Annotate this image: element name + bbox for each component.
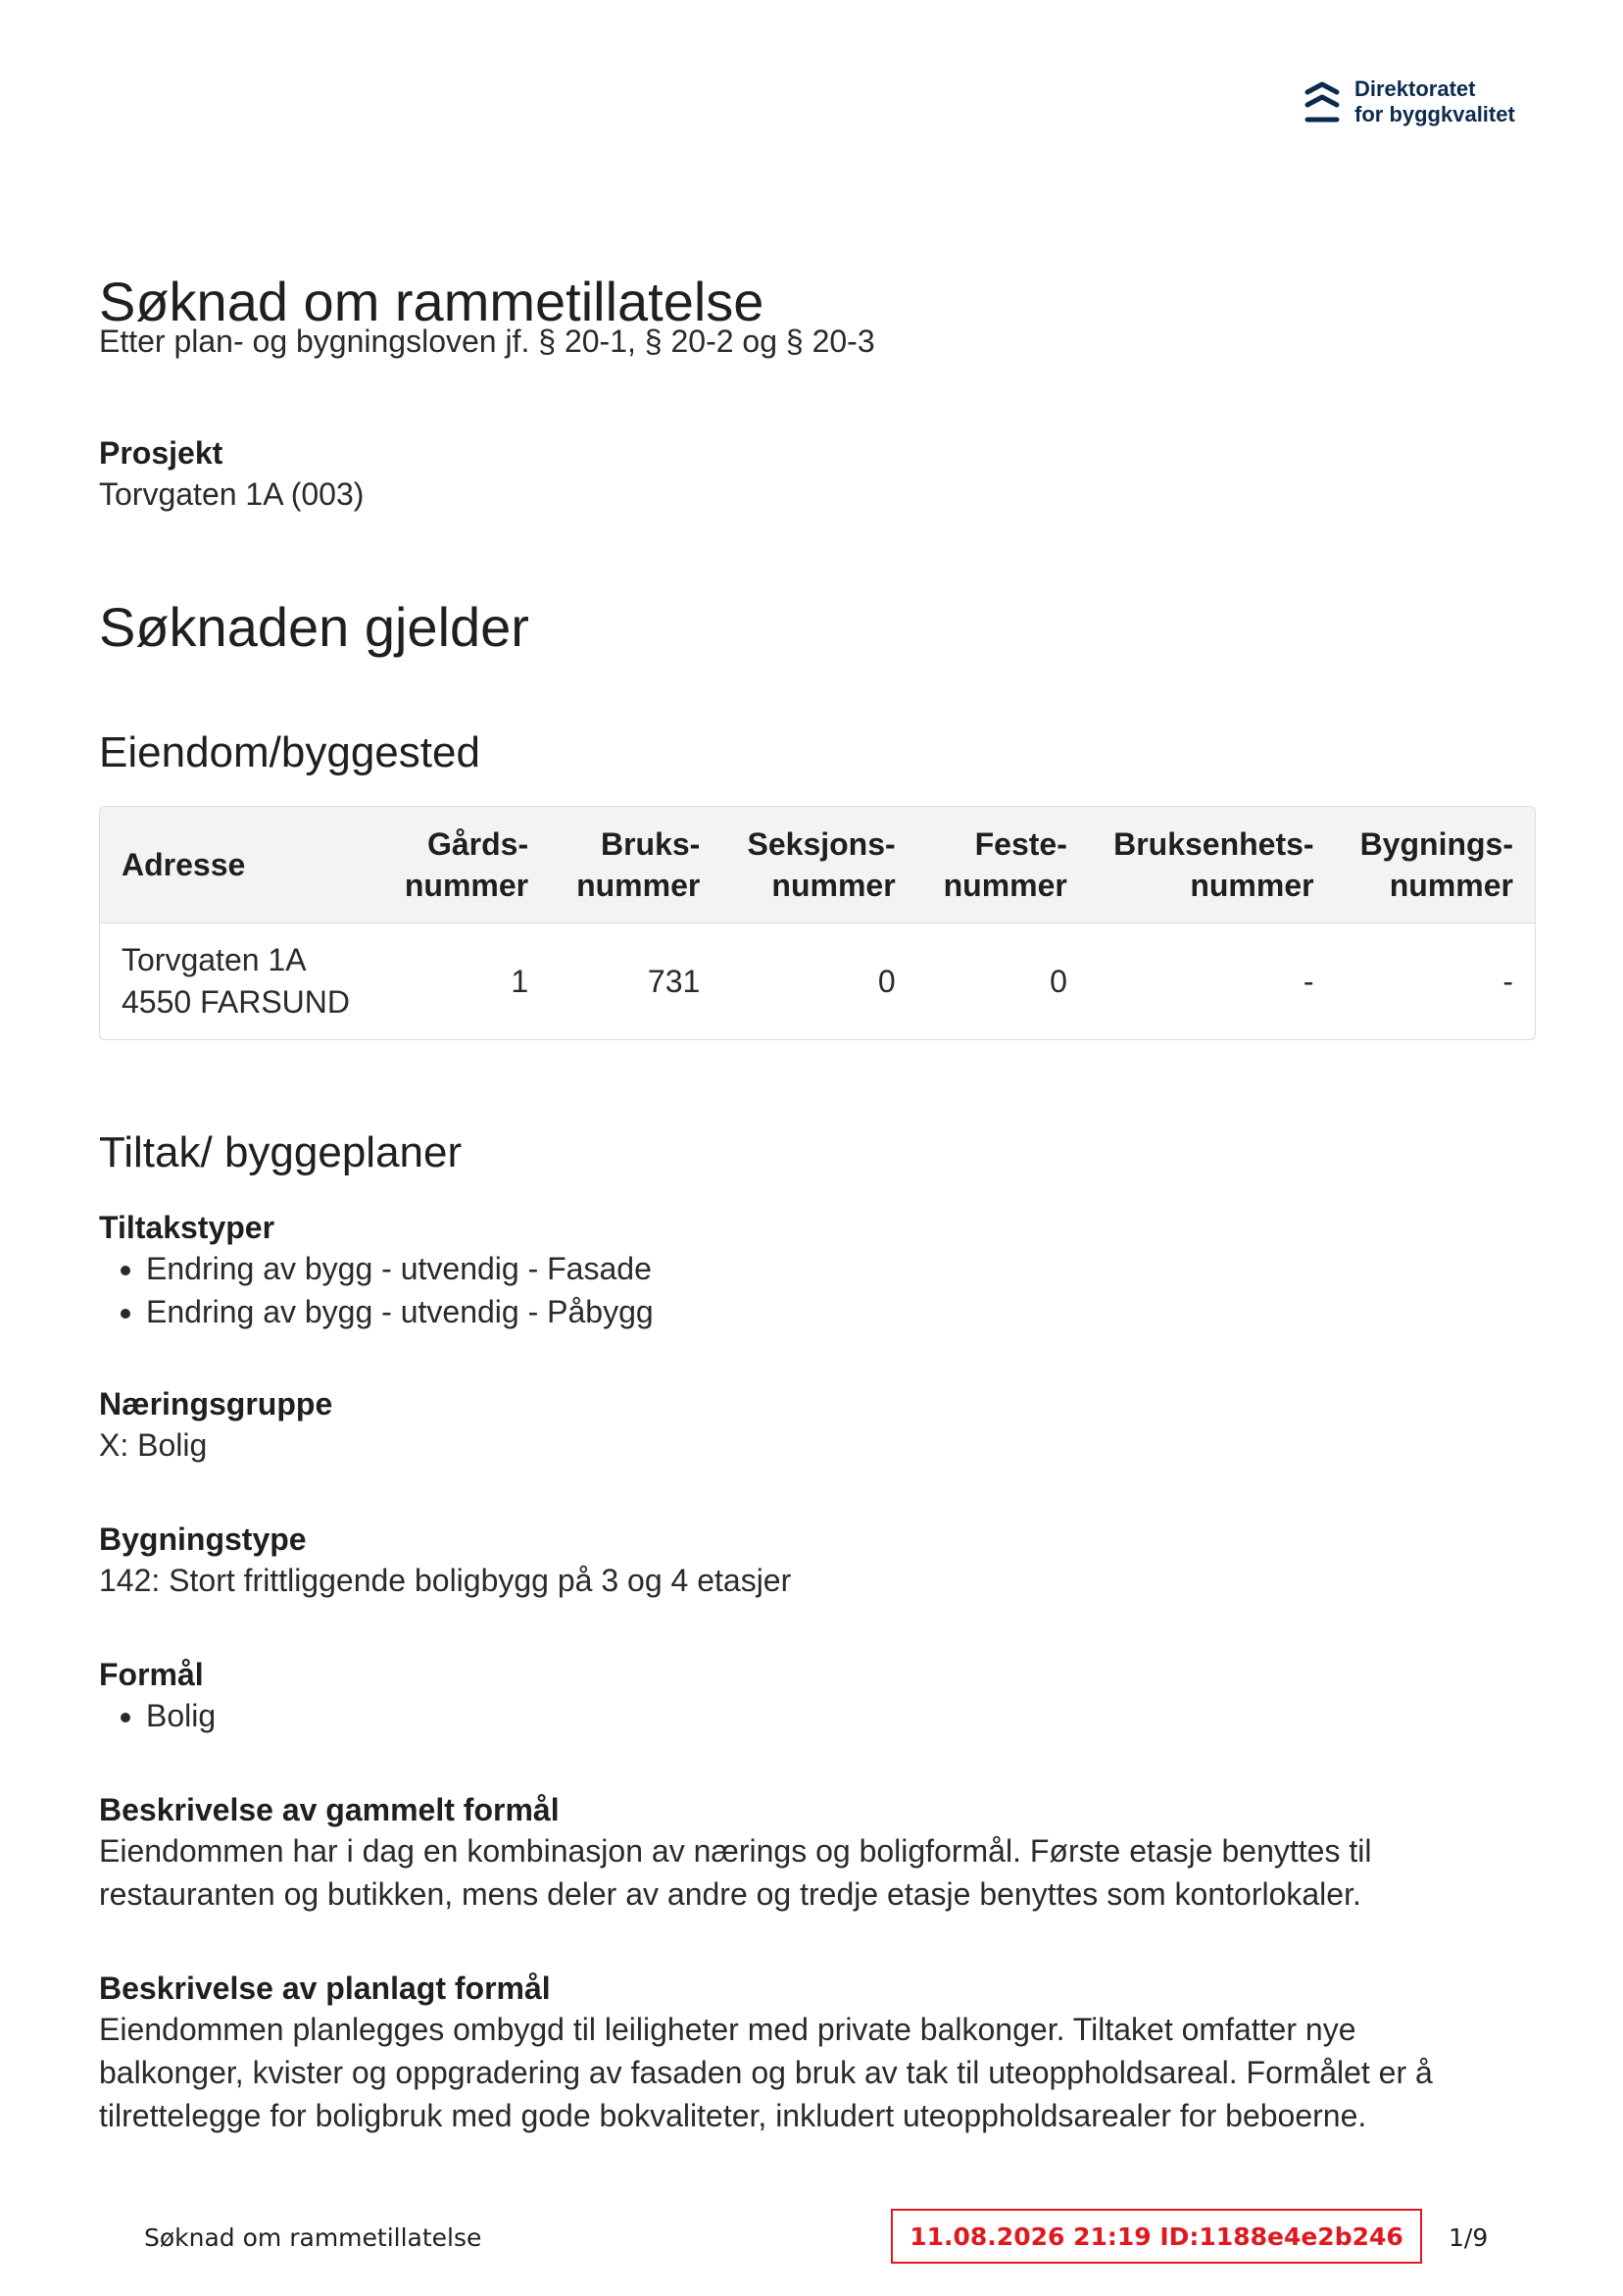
col-bruksenhetsnummer: Bruksenhets- nummer	[1089, 807, 1336, 923]
bygningstype-section	[99, 1520, 1536, 1602]
planlagt-formal-label: Beskrivelse av planlagt formål	[99, 1971, 551, 2006]
col-bruksnummer: Bruks- nummer	[550, 807, 721, 923]
list-item: • Endring av bygg - utvendig - Fasade	[146, 1247, 1536, 1290]
col-seksjonsnummer: Seksjons- nummer	[721, 807, 916, 923]
cell-festenummer: 0	[1050, 963, 1067, 999]
cell-gardsnummer: 1	[511, 963, 529, 999]
planlagt-formal-section	[99, 1969, 1536, 2137]
list-item: • Bolig	[146, 1694, 1536, 1737]
bygningstype-value: 142: Stort frittliggende boligbygg på 3 og 4 etasjer	[99, 1563, 792, 1598]
tiltakstyper-label: Tiltakstyper	[99, 1210, 275, 1245]
table-header-row	[100, 807, 1535, 923]
dibk-logo	[1303, 76, 1515, 127]
formal-section	[99, 1655, 1536, 1737]
timestamp-stamp: 11.08.2026 21:19 ID:1188e4e2b246	[891, 2209, 1422, 2264]
col-adresse: Adresse	[100, 807, 378, 923]
cell-bygningsnummer: -	[1502, 963, 1513, 999]
cell-bruksnummer: 731	[647, 963, 701, 999]
cell-seksjonsnummer: 0	[877, 963, 896, 999]
planlagt-formal-text: Eiendommen planlegges ombygd til leiligheter med private balkonger. Tiltaket omfatter nye balkonger, kvister og oppgradering av fasaden og bruk av tak til uteoppholdsareal. Formålet er å tilrettelegge for boligbruk med gode bokvaliteter, inkludert uteoppholdsarealer for beboerne.	[99, 2012, 1433, 2133]
document-subtitle: Etter plan- og bygningsloven jf. § 20-1, § 20-2 og § 20-3	[99, 324, 875, 359]
naeringsgruppe-value: X: Bolig	[99, 1427, 208, 1463]
gammelt-formal-text: Eiendommen har i dag en kombinasjon av nærings og boligformål. Første etasje benyttes til restauranten og butikken, mens deler av andre og tredje etasje benyttes som kontorlokaler.	[99, 1833, 1372, 1912]
dibk-logo-icon	[1303, 78, 1341, 125]
col-festenummer: Feste- nummer	[917, 807, 1089, 923]
list-item: • Endring av bygg - utvendig - Påbygg	[146, 1290, 1536, 1333]
logo-line-1: Direktoratet	[1354, 76, 1476, 101]
col-bygningsnummer: Bygnings- nummer	[1336, 807, 1535, 923]
bygningstype-label: Bygningstype	[99, 1522, 307, 1557]
tiltak-title: Tiltak/ byggeplaner	[99, 1128, 463, 1176]
formal-label: Formål	[99, 1657, 204, 1692]
cell-adresse: Torvgaten 1A 4550 FARSUND	[122, 942, 350, 1020]
col-gardsnummer: Gårds- nummer	[378, 807, 550, 923]
naeringsgruppe-section	[99, 1384, 1536, 1467]
prosjekt-section	[99, 433, 1536, 516]
footer-doc-name: Søknad om rammetillatelse	[144, 2223, 482, 2252]
page-number: 1/9	[1449, 2223, 1489, 2252]
eiendom-title: Eiendom/byggested	[99, 728, 480, 776]
table-row	[100, 923, 1535, 1039]
naeringsgruppe-label: Næringsgruppe	[99, 1386, 333, 1422]
formal-list	[99, 1694, 1536, 1737]
cell-bruksenhetsnummer: -	[1303, 963, 1314, 999]
section-title: Søknaden gjelder	[99, 596, 529, 658]
logo-text	[1354, 76, 1515, 127]
prosjekt-value: Torvgaten 1A (003)	[99, 476, 365, 512]
logo-line-2: for byggkvalitet	[1354, 102, 1515, 126]
gammelt-formal-section	[99, 1790, 1536, 1916]
document-title: Søknad om rammetillatelse	[99, 271, 764, 332]
tiltakstyper-list	[99, 1247, 1536, 1333]
prosjekt-label: Prosjekt	[99, 435, 223, 471]
gammelt-formal-label: Beskrivelse av gammelt formål	[99, 1792, 560, 1827]
tiltakstyper-section	[99, 1208, 1536, 1333]
eiendom-table	[99, 806, 1536, 1040]
